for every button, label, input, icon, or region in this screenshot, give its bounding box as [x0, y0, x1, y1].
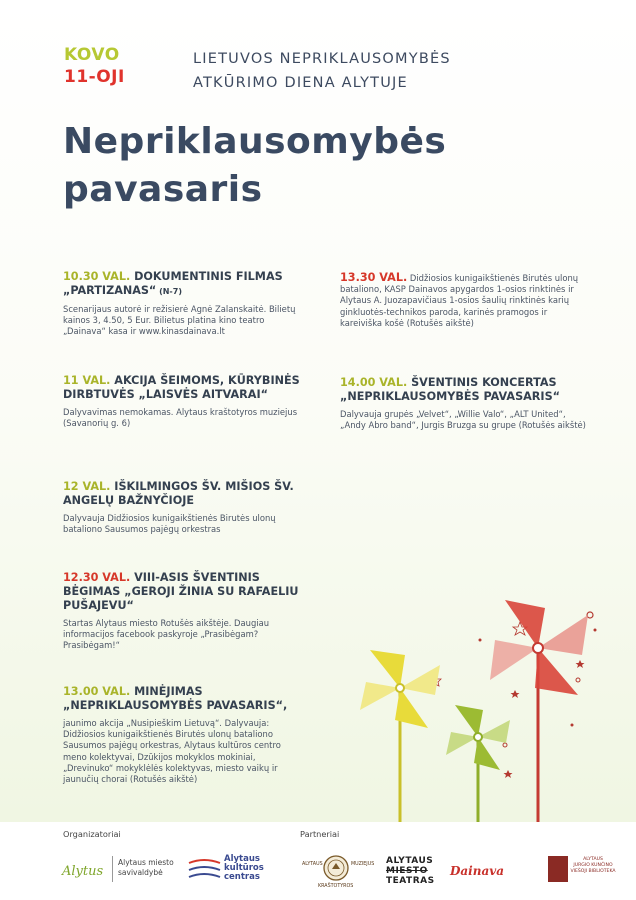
title-line-2: pavasaris [63, 169, 263, 210]
kc-line-1: Alytaus [224, 854, 260, 864]
event-commemoration [63, 685, 303, 785]
event-time: 13.00 VAL. [63, 685, 131, 698]
event-title: DOKUMENTINIS FILMAS „PARTIZANAS“ [63, 270, 283, 297]
event-concert [340, 376, 590, 431]
dainava-logo: Dainava [450, 864, 504, 878]
event-military-exhibition [340, 272, 590, 329]
theatre-line-3: TEATRAS [386, 876, 435, 886]
event-title: MINĖJIMAS „NEPRIKLAUSOMYBĖS PAVASARIS“, [63, 685, 288, 712]
event-age-note: (N-7) [156, 287, 182, 296]
event-description: Dalyvauja grupės „Velvet“, „Willie Valo“, „ALT United“, „Andy Abro band“, Jurgis Bruzga su grupe (Rotušės aikštė) [340, 409, 586, 431]
red-pinwheel [490, 600, 588, 835]
date-day: 11-OJI [64, 67, 125, 87]
event-description: Scenarijaus autorė ir režisierė Agnė Zalanskaitė. Bilietų kainos 3, 4.50, 5 Eur. Bilietus platina kino teatro „Dainava“ kasa ir www.kinasdainava.lt [63, 304, 296, 337]
event-time: 12 VAL. [63, 480, 111, 493]
alytus-city-logo [62, 860, 103, 879]
event-heading [63, 270, 303, 299]
event-heading [63, 480, 303, 508]
event-title: VIII-ASIS ŠVENTINIS BĖGIMAS „GEROJI ŽINIA SU RAFAELIU PUŠAJEVU“ [63, 571, 299, 612]
subtitle-line-2: ATKŪRIMO DIENA ALYTUJE [193, 75, 408, 91]
event-title: IŠKILMINGOS ŠV. MIŠIOS ŠV. ANGELŲ BAŽNYČIOJE [63, 480, 294, 507]
subtitle-line-1: LIETUVOS NEPRIKLAUSOMYBĖS [193, 51, 451, 67]
event-description: jaunimo akcija „Nusipieškim Lietuvą“. Dalyvauja: Didžiosios kunigaikštienės Birutės ulonų bataliono Sausumos pajėgų orkestras, Alytaus kultūros centro meno kolektyvai, Dzūkijos mokyklos mokiniai, „Drevinuko“ mokyklėlės kolektyvas, miesto vaikų ir jaunučių chorai (Rotušės aikštė) [63, 718, 281, 785]
event-title: AKCIJA ŠEIMOMS, KŪRYBINĖS DIRBTUVĖS „LAISVĖS AITVARAI“ [63, 374, 300, 401]
event-heading [340, 272, 590, 329]
kc-line-2: kultūros [224, 863, 264, 873]
museum-left-label: ALYTAUS [302, 862, 323, 867]
library-logo [568, 857, 618, 875]
event-title: ŠVENTINIS KONCERTAS „NEPRIKLAUSOMYBĖS PAVASARIS“ [340, 376, 560, 403]
library-line-1: ALYTAUS [583, 857, 603, 862]
page-title [63, 118, 446, 214]
date-month: KOVO [64, 45, 120, 65]
logo-divider [112, 856, 113, 882]
green-pinwheel [446, 705, 510, 835]
event-subtitle [193, 47, 451, 95]
title-line-1: Nepriklausomybės [63, 121, 447, 162]
yellow-pinwheel [360, 650, 440, 835]
library-logo-mark [548, 856, 568, 882]
event-time: 11 VAL. [63, 374, 111, 387]
partners-label: Partneriai [300, 829, 340, 839]
date-badge [64, 44, 125, 88]
event-heading [340, 376, 590, 404]
event-heading [63, 374, 303, 402]
museum-bottom-label: KRAŠTOTYROS [318, 884, 354, 889]
theatre-logo [386, 856, 435, 886]
event-description: Startas Alytaus miesto Rotušės aikštėje. Daugiau informacijos facebook paskyroje „Prasibėgam? Prasibėgam!“ [63, 618, 270, 651]
event-heading [63, 685, 303, 713]
event-description: Dalyvauja Didžiosios kunigaikštienės Birutės ulonų batalionо Sausumos pajėgų orkestras [63, 513, 276, 535]
museum-seal-icon [323, 855, 349, 881]
museum-right-label: MUZIEJUS [351, 862, 375, 867]
theatre-line-2: MIESTO [386, 866, 428, 876]
event-time: 10.30 VAL. [63, 270, 131, 283]
alytus-caption [118, 858, 174, 878]
event-heading [63, 571, 303, 613]
alytus-caption-line-1: Alytaus miesto [118, 858, 174, 867]
kc-line-3: centras [224, 872, 260, 882]
event-family-workshop [63, 374, 303, 429]
alytus-caption-line-2: savivaldybė [118, 868, 163, 877]
library-line-3: VIEŠOJI BIBLIOTEKA [570, 869, 616, 874]
event-mass [63, 480, 303, 535]
culture-center-waves-icon [188, 858, 222, 884]
event-time: 12.30 VAL. [63, 571, 131, 584]
event-time: 14.00 VAL. [340, 376, 408, 389]
culture-center-logo [224, 855, 264, 882]
event-film [63, 270, 303, 338]
pinwheels-illustration [340, 580, 620, 840]
event-description: Didžiosios kunigaikštienės Birutės ulonų bataliono, KASP Dainavos apygardos 1-osios rinktinės ir Alytaus A. Juozapavičiaus 1-osios šaulių rinktinės karių ginkluotės-technikos paroda, karinės pramogos ir kareiviška košė (Rotušės aikštė) [340, 273, 579, 328]
alytus-wordmark: Alytus [62, 864, 104, 879]
organizers-label: Organizatoriai [63, 829, 121, 839]
event-run [63, 571, 303, 652]
theatre-line-1: ALYTAUS [386, 856, 434, 866]
event-time: 13.30 VAL. [340, 271, 408, 284]
library-line-2: JURGIO KUNČINO [573, 863, 613, 868]
event-description: Dalyvavimas nemokamas. Alytaus kraštotyros muziejus (Savanorių g. 6) [63, 407, 298, 429]
